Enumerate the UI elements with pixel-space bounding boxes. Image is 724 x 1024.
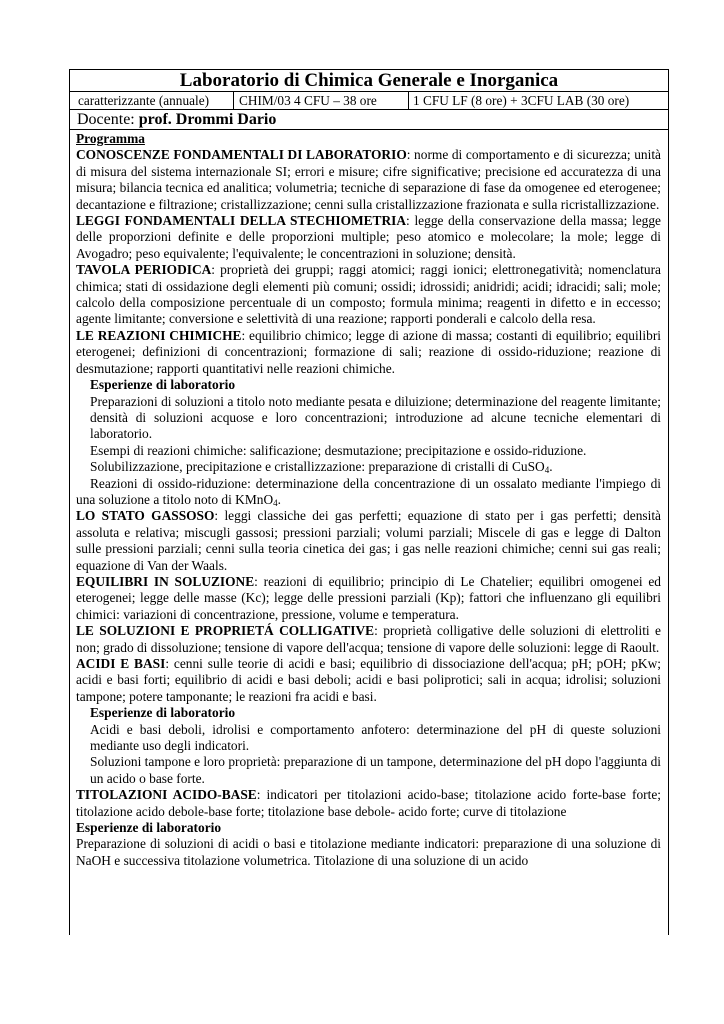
- course-credit-split: 1 CFU LF (8 ore) + 3CFU LAB (30 ore): [413, 93, 630, 108]
- course-type: caratterizzante (annuale): [70, 92, 234, 109]
- section-title: TAVOLA PERIODICA: [76, 262, 212, 278]
- docente-name: prof. Drommi Dario: [138, 111, 277, 128]
- section-acidi-basi: [76, 656, 661, 705]
- section-title: LE SOLUZIONI E PROPRIETÁ COLLIGATIVE: [76, 623, 375, 639]
- lab-heading: Esperienze di laboratorio: [90, 377, 236, 393]
- lab-heading: Esperienze di laboratorio: [90, 705, 236, 721]
- course-title: Laboratorio di Chimica Generale e Inorganica: [70, 70, 668, 92]
- section-title: LE REAZIONI CHIMICHE: [76, 327, 242, 343]
- section-text: : proprietà dei gruppi; raggi atomici; raggi ionici; elettronegatività; nomenclatura chimica; stati di ossidazione degli elementi più comuni; ossidi; idrossidi; anidridi; acidi; idracidi; sali; mole; calcolo della composizione percentuale di un composto; formula minima; reagenti in difetto e in eccesso; agente limitante; conversione e selettività di una reazione; rapporti ponderali e calcolo della resa.: [76, 262, 661, 327]
- lab-item-end: .: [549, 459, 553, 475]
- section-text: : reazioni di equilibrio; principio di Le Chatelier; equilibri omogenei ed eterogenei; legge delle masse (Kc); legge delle pressioni parziali (Kp); fattori che influenzano gli equilibri chimici: variazioni di concentrazione, pressione, volume e temperatura.: [76, 573, 661, 622]
- lab-item: Soluzioni tampone e loro proprietà: preparazione di un tampone, determinazione del pH dopo l'aggiunta di un acido o base forte.: [90, 754, 661, 786]
- subscript: 4: [544, 465, 550, 476]
- section-text: : proprietà colligative delle soluzioni di elettroliti e non; grado di dissoluzione; tensione di vapore dell'acqua; tensione di vapore delle soluzioni: legge di Raoult.: [76, 623, 661, 655]
- section-title: LO STATO GASSOSO: [76, 508, 215, 524]
- lab-item-end: .: [277, 491, 281, 507]
- subscript: 4: [273, 497, 278, 508]
- section-titolazioni: [76, 787, 661, 820]
- lab-item: Preparazione di soluzioni di acidi o basi e titolazione mediante indicatori: preparazione di una soluzione di NaOH e successiva titolazione volumetrica. Titolazione di una soluzione di un acido: [76, 836, 661, 868]
- section-title: EQUILIBRI IN SOLUZIONE: [76, 573, 255, 589]
- lab-item-text: Solubilizzazione, precipitazione e cristallizzazione: preparazione di cristalli di CuSO: [90, 459, 545, 475]
- section-title: TITOLAZIONI ACIDO-BASE: [76, 787, 257, 803]
- section-text: : indicatori per titolazioni acido-base; titolazione acido forte-base forte; titolazione acido debole-base forte; titolazione base debole- acido forte; curve di titolazione: [76, 787, 661, 819]
- lab-item: [76, 476, 661, 509]
- section-title: LEGGI FONDAMENTALI DELLA STECHIOMETRIA: [76, 213, 407, 229]
- section-equilibri: [76, 574, 661, 623]
- section-stato-gassoso: [76, 508, 661, 574]
- lab-heading: Esperienze di laboratorio: [76, 820, 222, 836]
- section-stechiometria: [76, 213, 661, 262]
- lab-item: Acidi e basi deboli, idrolisi e comportamento anfotero: determinazione del pH di queste soluzioni mediante uso degli indicatori.: [90, 721, 661, 754]
- docente-label: Docente:: [77, 111, 139, 128]
- course-meta-row: [70, 92, 668, 110]
- course-sheet: [69, 69, 669, 935]
- section-soluzioni: [76, 623, 661, 656]
- section-text: : legge della conservazione della massa; legge delle proporzioni definite e delle proporzioni multiple; peso atomico e molecolare; la mole; legge di Avogadro; peso equivalente; l'equivalente; le concentrazioni in soluzione; densità.: [76, 213, 661, 261]
- course-code-credits: CHIM/03 4 CFU – 38 ore: [234, 92, 409, 109]
- section-reazioni-chimiche: [76, 328, 661, 377]
- lab-item-text: Reazioni di ossido-riduzione: determinazione della concentrazione di un ossalato mediante l'impiego di una soluzione a titolo noto di KMnO: [76, 475, 661, 507]
- section-text: : leggi classiche dei gas perfetti; equazione di stato per i gas perfetti; densità assoluta e relativa; miscugli gassosi; pressioni parziali; volumi parziali; Miscele di gas e legge di Dalton sulle pressioni parziali; cenni sulla teoria cinetica dei gas; i gas nelle reazioni chimiche; cenni sui gas reali; equazione di Van der Waals.: [76, 508, 661, 573]
- section-text: : cenni sulle teorie di acidi e basi; equilibrio di dissociazione dell'acqua; pH; pOH; pKw; acidi e basi forti; equilibrio di acidi e basi deboli; acidi e basi poliprotici; sali in acqua; idrolisi; soluzioni tampone; potere tamponante; le reazioni fra acidi e basi.: [76, 656, 661, 704]
- section-text: : norme di comportamento e di sicurezza; unità di misura del sistema internazionale SI; errori e misure; cifre significative; precisione ed accuratezza di una misura; bilancia tecnica ed analitica; volumetria; tecniche di separazione di fase da omogenee ed eterogenee; decantazione e filtrazione; cristallizzazione; cenni sulla cristallizzazione frazionata e sulla ricristallizzazione.: [76, 147, 661, 212]
- lab-item: Esempi di reazioni chimiche: salificazione; desmutazione; precipitazione e ossido-riduzione.: [90, 442, 587, 458]
- program-content: [70, 130, 668, 869]
- section-tavola-periodica: [76, 262, 661, 328]
- section-text: : equilibrio chimico; legge di azione di massa; costanti di equilibrio; equilibri eterogenei; definizioni di concentrazioni; formazione di sali; reazione di ossido-riduzione; reazione di desmutazione; rapporti quantitativi nelle reazioni chimiche.: [76, 327, 662, 376]
- docente-row: [70, 110, 668, 130]
- lab-item: [76, 459, 661, 475]
- section-conoscenze: [76, 147, 661, 213]
- lab-item: Preparazioni di soluzioni a titolo noto mediante pesata e diluizione; determinazione del reagente limitante; densità di soluzioni acquose e loro concentrazioni; introduzione ad alcune tecniche elementari di laboratorio.: [90, 393, 661, 442]
- section-title: ACIDI E BASI: [76, 656, 166, 671]
- section-title: CONOSCENZE FONDAMENTALI DI LABORATORIO: [76, 147, 407, 163]
- program-heading: Programma: [76, 131, 145, 146]
